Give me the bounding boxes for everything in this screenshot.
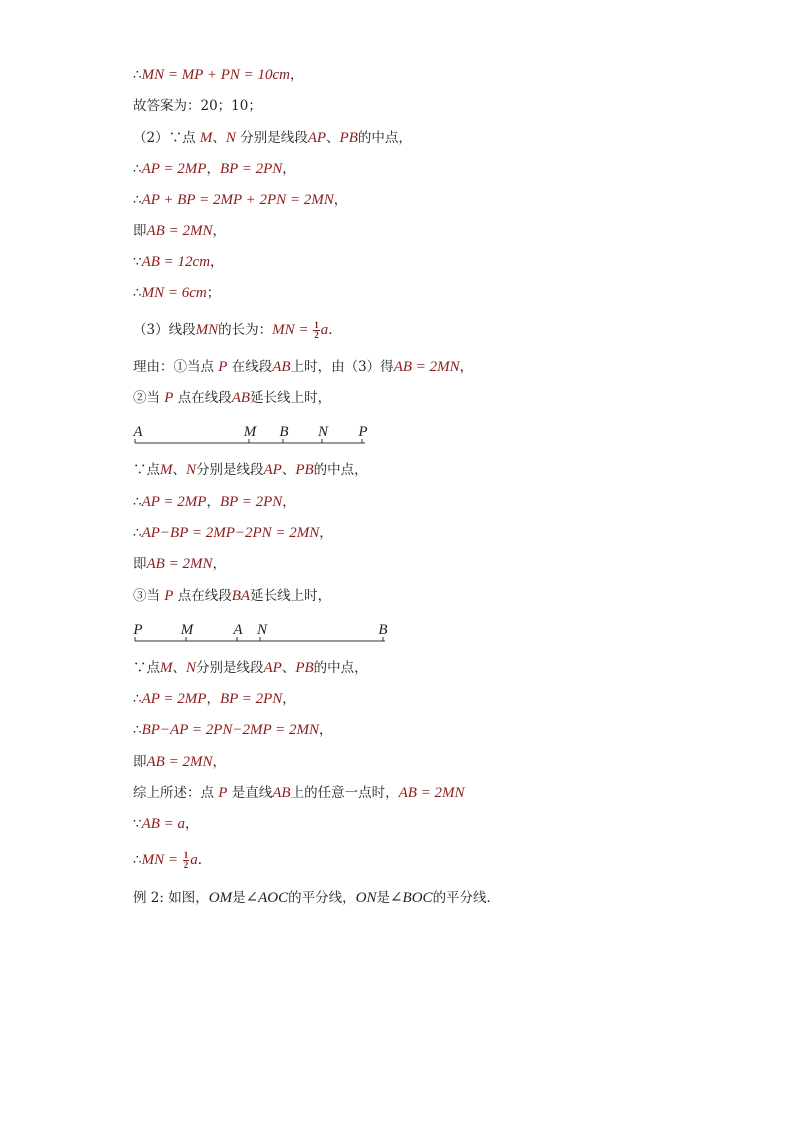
text-segment: 分别是线段	[196, 660, 264, 676]
math-variable: AP	[263, 660, 282, 676]
point-label-n: N	[256, 622, 268, 638]
math-expression: MN =	[141, 852, 182, 868]
text-segment: 点在线段	[173, 390, 232, 406]
text-segment: （2）∵点	[133, 130, 200, 146]
text-segment: 、	[281, 462, 296, 478]
therefore-symbol: ∴	[133, 691, 142, 707]
text-segment: 是	[232, 890, 246, 906]
because-symbol: ∵	[133, 254, 142, 270]
answer-text: 故答案为：20；10；	[133, 98, 262, 114]
math-expression: AP = 2MP	[141, 161, 207, 177]
solution-line-10	[133, 357, 473, 377]
text-segment: 理由：①当点	[133, 359, 219, 375]
point-label-a: A	[233, 622, 243, 638]
text-segment: 的平分线．	[432, 890, 501, 906]
text-segment: 、	[172, 462, 186, 478]
text-segment: 的中点，	[313, 462, 368, 478]
point-label-b: B	[279, 424, 289, 440]
point-label-m: M	[180, 622, 194, 638]
solution-line-5	[133, 190, 347, 210]
therefore-symbol: ∴	[133, 161, 142, 177]
punctuation: ，	[210, 254, 224, 270]
solution-line-11	[133, 388, 331, 408]
fraction-numerator: 1	[314, 319, 319, 330]
math-variable: AB	[272, 785, 291, 801]
solution-line-22	[133, 814, 199, 834]
text-segment: 综上所述：点	[133, 785, 219, 801]
math-expression: AB = 2MN	[146, 754, 213, 770]
example-2-heading	[133, 888, 500, 908]
punctuation: ，	[319, 525, 333, 541]
math-variable: PB	[339, 130, 358, 146]
fraction	[183, 851, 190, 870]
solution-line-8	[133, 283, 220, 303]
text-segment: 、	[326, 130, 340, 146]
math-expression: AB = 2MN	[398, 785, 465, 801]
text-segment: 是直线	[227, 785, 273, 801]
therefore-symbol: ∴	[133, 852, 142, 868]
math-expression: AB = 12cm	[141, 254, 211, 270]
math-expression: AB = 2MN	[393, 359, 460, 375]
point-label-m: M	[243, 424, 257, 440]
solution-line-18	[133, 689, 296, 709]
solution-line-13	[133, 492, 296, 512]
solution-line-20	[133, 752, 226, 772]
punctuation: ，	[185, 816, 199, 832]
therefore-symbol: ∴	[133, 494, 142, 510]
solution-line-6	[133, 221, 226, 241]
math-expression: AB = 2MN	[146, 556, 213, 572]
text-segment: 的长为：	[218, 322, 273, 338]
therefore-symbol: ∴	[133, 285, 142, 301]
because-symbol: ∵	[133, 816, 142, 832]
math-variable: P	[218, 359, 228, 375]
text-segment: 延长线上时，	[250, 588, 332, 604]
text-segment: 分别是线段	[196, 462, 264, 478]
math-expression: MN =	[272, 322, 313, 338]
solution-line-12	[133, 460, 368, 480]
text-segment: 的中点，	[313, 660, 368, 676]
solution-line-19	[133, 720, 333, 740]
point-label-b: B	[378, 622, 388, 638]
math-variable: ON	[355, 890, 377, 906]
math-expression: AP = 2MP	[141, 494, 207, 510]
math-variable: P	[164, 390, 174, 406]
punctuation: ，	[206, 691, 220, 707]
math-variable: AB	[231, 390, 251, 406]
math-variable: PB	[295, 462, 314, 478]
text-segment: 、	[281, 660, 296, 676]
therefore-symbol: ∴	[133, 67, 142, 83]
math-variable: MN	[195, 322, 219, 338]
punctuation: ，	[206, 494, 220, 510]
math-expression: MN = 6cm	[141, 285, 207, 301]
text-segment: 是	[376, 890, 390, 906]
math-expression: AB = 2MN	[146, 223, 213, 239]
math-variable: M	[199, 130, 213, 146]
text-segment: 上时，由（3）得	[290, 359, 394, 375]
solution-line-7	[133, 252, 224, 272]
math-variable: AB	[272, 359, 291, 375]
text-segment: 例 2: 如图，	[133, 890, 209, 906]
math-expression: AB = a	[141, 816, 186, 832]
punctuation: ．	[197, 852, 212, 868]
fraction	[313, 321, 320, 340]
point-label-p: P	[133, 622, 143, 638]
punctuation: ，	[290, 67, 304, 83]
solution-line-14	[133, 523, 333, 543]
solution-line-9	[133, 318, 342, 342]
punctuation: ，	[212, 223, 226, 239]
math-variable: N	[186, 660, 197, 676]
math-variable: M	[160, 660, 173, 676]
text-segment: ∵点	[133, 462, 160, 478]
math-variable: AP	[307, 130, 327, 146]
therefore-symbol: ∴	[133, 722, 142, 738]
text-segment: 分别是线段	[235, 130, 308, 146]
punctuation: ，	[333, 192, 348, 208]
math-angle: ∠AOC	[245, 890, 289, 906]
number-line-diagram-case3	[128, 617, 390, 645]
math-expression: MN = MP + PN = 10cm	[141, 67, 291, 83]
text-segment: 的平分线，	[288, 890, 356, 906]
solution-line-23	[133, 848, 211, 872]
text-segment: 的中点，	[357, 130, 412, 146]
solution-line-2	[133, 96, 262, 116]
text-segment: 延长线上时，	[250, 390, 332, 406]
punctuation: ，	[319, 722, 333, 738]
math-variable: a	[190, 852, 198, 868]
solution-line-1	[133, 65, 304, 85]
fraction-denominator: 2	[314, 329, 319, 340]
math-angle: ∠BOC	[389, 890, 433, 906]
punctuation: ；	[206, 285, 221, 301]
math-expression: BP = 2PN	[219, 691, 283, 707]
text-segment: 、	[172, 660, 186, 676]
text-segment: ③当	[133, 588, 165, 604]
punctuation: ，	[282, 494, 296, 510]
text-segment: 上的任意一点时，	[290, 785, 399, 801]
punctuation: ，	[206, 161, 220, 177]
math-variable: a	[320, 322, 329, 338]
text-segment: 在线段	[227, 359, 273, 375]
point-label-n: N	[317, 424, 329, 440]
text-segment: 即	[133, 754, 147, 770]
solution-line-3	[133, 128, 412, 148]
math-variable: P	[218, 785, 228, 801]
math-variable: AP	[263, 462, 282, 478]
point-label-p: P	[358, 424, 368, 440]
math-expression: AP + BP = 2MP + 2PN = 2MN	[141, 192, 334, 208]
math-variable: M	[160, 462, 173, 478]
punctuation: ，	[459, 359, 474, 375]
math-variable: N	[186, 462, 197, 478]
text-segment: ②当	[133, 390, 165, 406]
text-segment: ∵点	[133, 660, 160, 676]
text-segment: 点在线段	[173, 588, 232, 604]
text-segment: （3）线段	[133, 322, 196, 338]
math-variable: PB	[295, 660, 314, 676]
solution-line-4	[133, 159, 296, 179]
solution-line-17	[133, 658, 368, 678]
math-variable: OM	[208, 890, 233, 906]
number-line-diagram-case2	[128, 420, 373, 448]
math-variable: N	[225, 130, 236, 146]
punctuation: ，	[282, 161, 296, 177]
therefore-symbol: ∴	[133, 192, 142, 208]
math-expression: AP = 2MP	[141, 691, 207, 707]
math-expression: BP = 2PN	[219, 161, 283, 177]
point-label-a: A	[133, 424, 143, 440]
math-expression: BP−AP = 2PN−2MP = 2MN	[141, 722, 320, 738]
text-segment: 即	[133, 223, 147, 239]
math-variable: BA	[231, 588, 251, 604]
fraction-numerator: 1	[183, 849, 189, 860]
math-expression: BP = 2PN	[219, 494, 283, 510]
math-expression: AP−BP = 2MP−2PN = 2MN	[141, 525, 320, 541]
solution-line-16	[133, 586, 331, 606]
text-segment: 、	[212, 130, 226, 146]
solution-line-15	[133, 554, 226, 574]
text-segment: 即	[133, 556, 147, 572]
therefore-symbol: ∴	[133, 525, 142, 541]
punctuation: ，	[282, 691, 296, 707]
punctuation: ，	[212, 754, 226, 770]
solution-line-21	[133, 783, 465, 803]
punctuation: ，	[212, 556, 226, 572]
math-variable: P	[164, 588, 174, 604]
punctuation: ．	[328, 322, 342, 338]
fraction-denominator: 2	[183, 859, 189, 870]
